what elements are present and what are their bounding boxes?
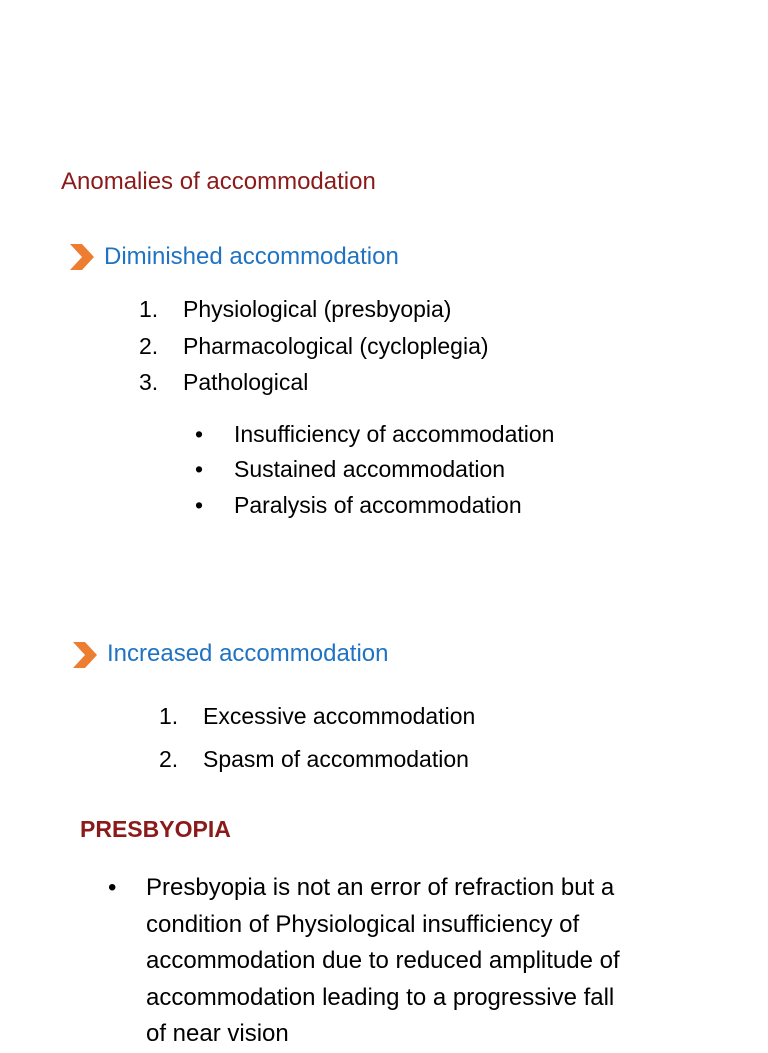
list-text: Physiological (presbyopia)	[183, 296, 452, 322]
list-text: Pathological	[183, 369, 309, 395]
bullet-dot: •	[195, 492, 204, 518]
paragraph-line: of near vision	[146, 1020, 289, 1047]
chevron-right-icon	[71, 641, 99, 669]
list-item	[139, 333, 489, 360]
list-item	[139, 296, 451, 323]
list-number: 2.	[159, 746, 179, 772]
paragraph-line: Presbyopia is not an error of refraction but a	[146, 874, 615, 901]
list-number: 3.	[139, 369, 159, 395]
page-title: Anomalies of accommodation	[61, 168, 376, 195]
sub-list-text: Paralysis of accommodation	[234, 492, 522, 518]
list-text: Excessive accommodation	[203, 703, 476, 729]
presbyopia-heading: PRESBYOPIA	[80, 816, 231, 842]
bullet-dot: •	[195, 421, 204, 447]
list-item	[159, 703, 475, 730]
section-heading-diminished: Diminished accommodation	[104, 243, 399, 270]
sub-list-text: Sustained accommodation	[234, 456, 506, 482]
list-text: Pharmacological (cycloplegia)	[183, 333, 489, 359]
bullet-dot: •	[108, 874, 117, 901]
paragraph-text	[146, 870, 620, 1053]
chevron-right-icon	[68, 243, 96, 271]
section-heading-increased: Increased accommodation	[107, 640, 389, 667]
sub-list-text: Insufficiency of accommodation	[234, 421, 555, 447]
sub-list-item	[195, 421, 554, 448]
list-number: 1.	[159, 703, 179, 729]
bullet-dot: •	[195, 456, 204, 482]
list-item	[139, 369, 308, 396]
sub-list-item	[195, 456, 505, 483]
paragraph-line: accommodation due to reduced amplitude of	[146, 947, 620, 974]
list-item	[159, 746, 469, 773]
sub-list-item	[195, 492, 522, 519]
list-number: 1.	[139, 296, 159, 322]
list-number: 2.	[139, 333, 159, 359]
paragraph-line: accommodation leading to a progressive fall	[146, 983, 615, 1011]
list-text: Spasm of accommodation	[203, 746, 469, 772]
paragraph-line: condition of Physiological insufficiency of	[146, 910, 580, 938]
